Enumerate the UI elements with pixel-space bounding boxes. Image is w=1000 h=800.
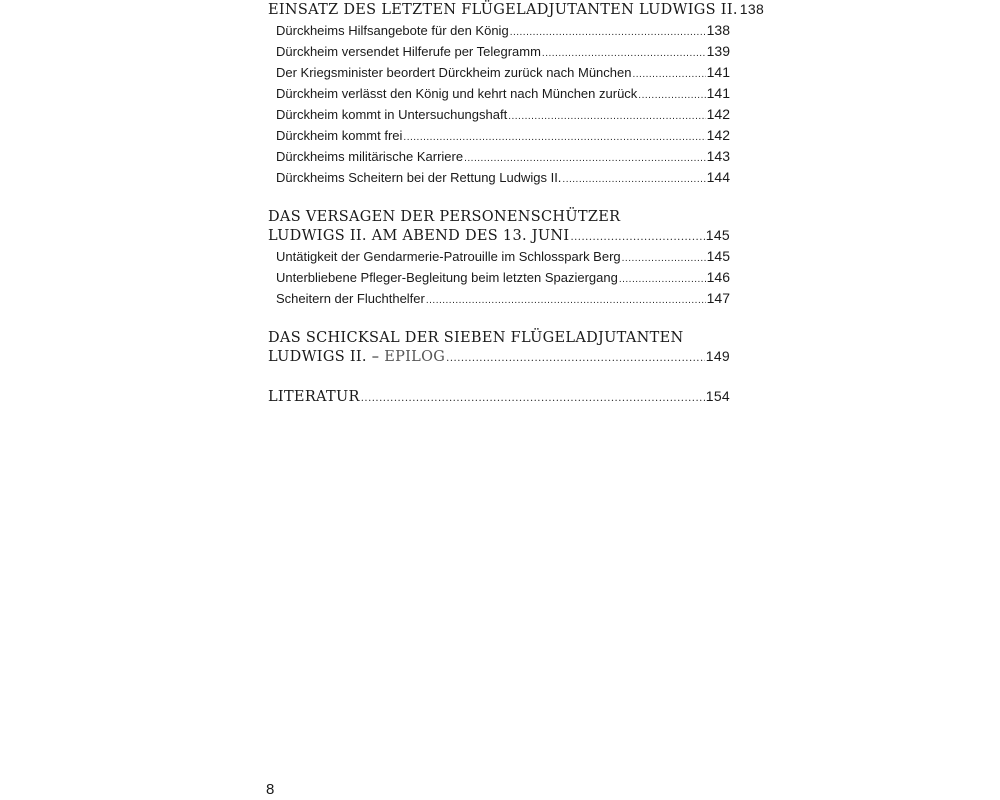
entry-title: Unterbliebene Pfleger-Begleitung beim letzten Spaziergang bbox=[276, 270, 618, 285]
chapter-title-line2 bbox=[268, 348, 445, 366]
toc-chapter-versagen bbox=[268, 226, 730, 247]
toc-chapter-einsatz bbox=[268, 0, 765, 21]
toc-entry bbox=[268, 268, 730, 289]
page-ref: 141 bbox=[706, 64, 730, 80]
toc-chapter-literatur bbox=[268, 387, 730, 408]
chapter-title: EINSATZ DES LETZTEN FLÜGELADJUTANTEN LUDWIGS II. bbox=[268, 2, 738, 18]
entry-title: Dürckheims militärische Karriere bbox=[276, 149, 464, 164]
dot-leader bbox=[464, 148, 706, 168]
page-ref: 138 bbox=[706, 22, 730, 38]
dot-leader bbox=[403, 127, 705, 147]
toc-entry bbox=[268, 247, 730, 268]
page-ref: 138 bbox=[739, 1, 765, 17]
toc-entry bbox=[268, 168, 730, 189]
section-spacer bbox=[268, 368, 730, 387]
entry-title: Dürckheim versendet Hilferufe per Telegramm bbox=[276, 44, 541, 59]
epilog-label: EPILOG bbox=[384, 349, 446, 365]
entry-title: Der Kriegsminister beordert Dürckheim zurück nach München bbox=[276, 65, 632, 80]
dot-leader bbox=[622, 248, 706, 268]
dot-leader bbox=[570, 227, 704, 247]
page-ref: 144 bbox=[706, 169, 730, 185]
page-ref: 146 bbox=[706, 269, 730, 285]
toc-entry bbox=[268, 126, 730, 147]
toc-entry bbox=[268, 289, 730, 310]
toc-entry bbox=[268, 21, 730, 42]
dot-leader bbox=[542, 43, 706, 63]
page-ref: 143 bbox=[706, 148, 730, 164]
page-ref: 141 bbox=[706, 85, 730, 101]
entry-title: Dürckheim verlässt den König und kehrt nach München zurück bbox=[276, 86, 638, 101]
entry-title: Scheitern der Fluchthelfer bbox=[276, 291, 425, 306]
dot-leader bbox=[638, 85, 705, 105]
entry-title: Untätigkeit der Gendarmerie-Patrouille im Schlosspark Berg bbox=[276, 249, 621, 264]
dot-leader bbox=[446, 348, 705, 368]
page-ref: 154 bbox=[705, 388, 730, 404]
section-spacer bbox=[268, 189, 730, 208]
dot-leader bbox=[361, 388, 705, 408]
section-spacer bbox=[268, 310, 730, 329]
dot-leader bbox=[619, 269, 706, 289]
page-ref: 145 bbox=[705, 227, 730, 243]
dot-leader bbox=[632, 64, 705, 84]
dot-leader bbox=[510, 22, 706, 42]
page-ref: 142 bbox=[706, 106, 730, 122]
dot-leader bbox=[562, 169, 705, 189]
toc-chapter-schicksal bbox=[268, 347, 730, 368]
entry-title: Dürckheim kommt frei bbox=[276, 128, 403, 143]
page-number: 8 bbox=[266, 781, 275, 798]
toc-entry bbox=[268, 105, 730, 126]
chapter-title-line1: DAS VERSAGEN DER PERSONENSCHÜTZER bbox=[268, 209, 621, 225]
toc-entry bbox=[268, 84, 730, 105]
page-ref: 142 bbox=[706, 127, 730, 143]
entry-title: Dürckheim kommt in Untersuchungshaft bbox=[276, 107, 508, 122]
chapter-title: LITERATUR bbox=[268, 389, 360, 405]
dot-leader bbox=[508, 106, 705, 126]
toc-entry bbox=[268, 63, 730, 84]
toc-entry bbox=[268, 147, 730, 168]
toc-entry bbox=[268, 42, 730, 63]
page-ref: 149 bbox=[705, 348, 730, 364]
entry-title: Dürckheims Hilfsangebote für den König bbox=[276, 23, 509, 38]
entry-title: Dürckheims Scheitern bei der Rettung Ludwigs II. bbox=[276, 170, 562, 185]
table-of-contents bbox=[268, 0, 765, 408]
page-ref: 147 bbox=[706, 290, 730, 306]
dot-leader bbox=[426, 290, 706, 310]
chapter-title-main: LUDWIGS II. – bbox=[268, 349, 380, 365]
chapter-title-line1: DAS SCHICKSAL DER SIEBEN FLÜGELADJUTANTEN bbox=[268, 330, 684, 346]
page-ref: 139 bbox=[706, 43, 730, 59]
page-ref: 145 bbox=[706, 248, 730, 264]
chapter-title-line2: LUDWIGS II. AM ABEND DES 13. JUNI bbox=[268, 228, 570, 244]
